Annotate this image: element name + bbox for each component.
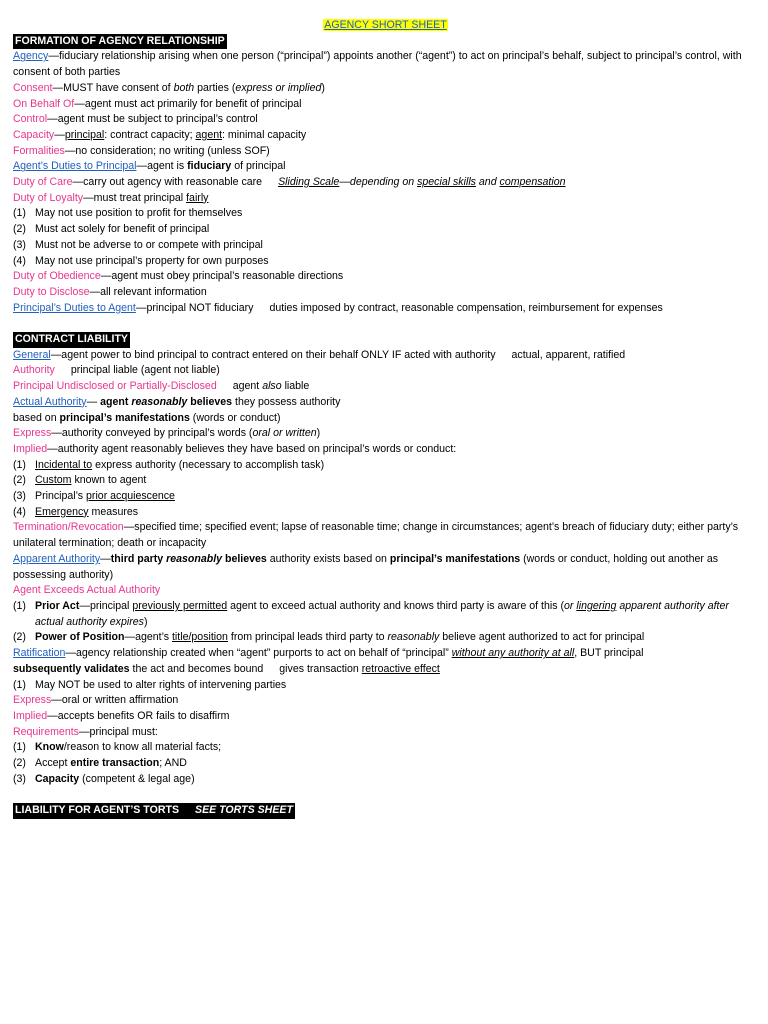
actual2-a: based on	[13, 411, 60, 424]
list-num: (1)	[13, 207, 26, 220]
termination-line	[13, 520, 758, 551]
prior-act-e: or	[563, 600, 577, 612]
position-item	[13, 630, 758, 646]
list-text: Must not be adverse to or compete with principal	[35, 238, 263, 251]
consent-a: —MUST have consent of	[52, 81, 174, 94]
duty-of-care-line	[13, 175, 758, 191]
torts-see: SEE TORTS SHEET	[195, 804, 293, 817]
actual-a: —	[86, 395, 101, 408]
duty-care-c: —depending on	[339, 176, 418, 189]
apparent-authority-line	[13, 552, 758, 583]
actual-d: believes	[187, 395, 233, 408]
requirements-term: Requirements	[13, 725, 79, 738]
duty-loyalty-b: fairly	[186, 191, 209, 204]
ratification-f: gives transaction	[279, 662, 362, 675]
list-item	[13, 756, 758, 772]
list-item	[13, 678, 758, 694]
dtp-a: —agent is	[136, 160, 188, 173]
dtp-c: of principal	[231, 160, 286, 173]
r-implied-text: —accepts benefits OR fails to disaffirm	[47, 709, 230, 722]
express-a: —authority conveyed by principal’s words (	[51, 427, 253, 440]
express-b: oral or written	[252, 427, 317, 440]
list-num: (3)	[13, 490, 26, 503]
consent-d: express or implied	[235, 81, 322, 94]
ratification-c: , BUT principal	[574, 647, 644, 660]
list-num: (2)	[13, 757, 26, 770]
position-c: title/position	[171, 631, 228, 644]
list-item	[13, 740, 758, 756]
authority-term: Authority	[13, 364, 55, 377]
principal-duties-b: duties imposed by contract, reasonable compensation, reimbursement for expenses	[269, 301, 663, 314]
control-term: Control	[13, 113, 48, 126]
consent-b: both	[173, 81, 195, 94]
undisclosed-b: also	[262, 380, 282, 393]
list-rest: /reason to know all material facts;	[63, 741, 222, 754]
dtp-b: fiduciary	[187, 160, 232, 173]
express-c: )	[316, 427, 321, 440]
r-implied-term: Implied	[13, 709, 48, 722]
capacity-b: principal	[64, 128, 105, 141]
list-bold: entire transaction	[70, 757, 160, 770]
apparent-a: —	[100, 552, 111, 565]
contract-heading: CONTRACT LIABILITY	[13, 332, 130, 348]
implied-line	[13, 442, 758, 458]
list-underlined: Custom	[35, 474, 72, 487]
document-page	[13, 18, 758, 819]
position-b: —agent’s	[124, 631, 172, 644]
list-num: (2)	[13, 474, 26, 487]
list-item	[13, 772, 758, 788]
capacity-line	[13, 128, 758, 144]
list-num: (1)	[13, 600, 26, 612]
apparent-b: third party	[110, 552, 167, 565]
r-express-line	[13, 693, 758, 709]
duty-care-term: Duty of Care	[13, 176, 73, 189]
capacity-c: : contract capacity;	[104, 128, 196, 141]
general-line	[13, 348, 758, 364]
duty-loyalty-term: Duty of Loyalty	[13, 191, 84, 204]
r-express-text: —oral or written affirmation	[51, 694, 179, 707]
agency-definition	[13, 49, 758, 80]
list-item	[13, 254, 758, 270]
duties-to-principal-term: Agent’s Duties to Principal	[13, 160, 137, 173]
list-text: May NOT be used to alter rights of intervening parties	[35, 678, 287, 691]
general-term: General	[13, 348, 51, 361]
list-item	[13, 489, 758, 505]
formalities-text: —no consideration; no writing (unless SOF)	[64, 144, 270, 157]
duties-to-principal-line	[13, 159, 758, 175]
duty-care-f: compensation	[499, 176, 566, 189]
prior-act-d: agent to exceed actual authority and knows third party is aware of this (	[227, 600, 564, 612]
list-text: May not use position to profit for themselves	[35, 207, 243, 220]
apparent-f: principal’s manifestations	[389, 552, 521, 565]
actual2-c: (words or conduct)	[189, 411, 281, 424]
duty-obedience-term: Duty of Obedience	[13, 270, 101, 283]
list-num: (4)	[13, 505, 26, 518]
duty-disclose-text: —all relevant information	[89, 285, 207, 298]
list-num: (2)	[13, 631, 26, 644]
principal-duties-line	[13, 301, 758, 317]
requirements-line	[13, 725, 758, 741]
control-text: —agent must be subject to principal’s control	[47, 113, 258, 126]
termination-text: —specified time; specified event; lapse of reasonable time; change in circumstances; agent’s breach of fiduciary duty; either party’s unilateral termination; death or incapacity	[13, 521, 739, 550]
r-express-term: Express	[13, 694, 52, 707]
list-rest: known to agent	[71, 474, 147, 487]
list-num: (3)	[13, 772, 26, 785]
duty-loyalty-a: —must treat principal	[83, 191, 187, 204]
actual-authority-line-2	[13, 411, 758, 427]
ratification-a: —agency relationship created when “agent” purports to act on behalf of “principal”	[65, 647, 452, 660]
list-underlined: Emergency	[35, 505, 89, 518]
list-item	[13, 473, 758, 489]
r-implied-line	[13, 709, 758, 725]
behalf-line	[13, 97, 758, 113]
actual-e: they possess authority	[232, 395, 341, 408]
control-line	[13, 112, 758, 128]
list-text: May not use principal’s property for own purposes	[35, 254, 269, 267]
ratification-d: subsequently validates	[13, 662, 130, 675]
list-pre: Accept	[35, 757, 71, 770]
termination-term: Termination/Revocation	[13, 521, 124, 534]
prior-act-g: apparent authority after actual authority expires	[35, 600, 729, 628]
list-item	[13, 505, 758, 521]
ratification-g: retroactive effect	[361, 662, 440, 675]
list-underlined: Incidental to	[35, 458, 93, 471]
capacity-a: —	[54, 128, 65, 141]
list-bold: Capacity	[35, 772, 80, 785]
apparent-c: reasonably	[166, 552, 223, 565]
position-a: Power of Position	[35, 631, 125, 644]
capacity-d: agent	[195, 128, 223, 141]
page-title: AGENCY SHORT SHEET	[324, 19, 447, 31]
prior-act-c: previously permitted	[132, 600, 228, 612]
general-b: actual, apparent, ratified	[511, 348, 626, 361]
prior-act-f: lingering	[576, 600, 617, 612]
list-item	[13, 222, 758, 238]
list-num: (1)	[13, 741, 26, 754]
exceeds-line	[13, 583, 758, 599]
implied-term: Implied	[13, 442, 48, 455]
list-item	[13, 206, 758, 222]
consent-term: Consent	[13, 81, 53, 94]
actual2-b: principal’s manifestations	[59, 411, 190, 424]
apparent-g: (words or conduct, holding out another as possessing authority)	[13, 552, 719, 581]
list-item	[13, 238, 758, 254]
apparent-term: Apparent Authority	[13, 552, 101, 565]
ratification-line-2	[13, 662, 758, 678]
actual-b: agent	[100, 395, 132, 408]
list-rest: measures	[88, 505, 139, 518]
list-rest: express authority (necessary to accomplish task)	[92, 458, 325, 471]
ratification-e: the act and becomes bound	[129, 662, 264, 675]
requirements-text: —principal must:	[78, 725, 158, 738]
agency-text: —fiduciary relationship arising when one person (“principal”) appoints another (“agent”) to act on principal’s behalf, subject to principal’s control, with consent of both parties	[13, 50, 742, 79]
torts-heading-text: LIABILITY FOR AGENT’S TORTS	[15, 804, 180, 817]
duty-care-e: and	[475, 176, 500, 189]
agency-term: Agency	[13, 50, 49, 63]
list-num: (3)	[13, 238, 26, 251]
list-num: (2)	[13, 223, 26, 236]
prior-act-h: )	[143, 615, 148, 628]
list-num: (4)	[13, 254, 26, 267]
position-e: reasonably	[387, 631, 440, 644]
consent-line	[13, 81, 758, 97]
duty-of-obedience-line	[13, 269, 758, 285]
position-f: believe agent authorized to act for principal	[439, 631, 645, 644]
actual-c: reasonably	[131, 395, 188, 408]
authority-text: principal liable (agent not liable)	[70, 364, 220, 377]
consent-c: parties (	[194, 81, 236, 94]
formalities-term: Formalities	[13, 144, 65, 157]
ratification-b: without any authority at all	[451, 647, 575, 660]
duty-of-loyalty-line	[13, 191, 758, 207]
authority-line	[13, 363, 758, 379]
list-num: (1)	[13, 458, 26, 471]
ratification-line	[13, 646, 758, 662]
undisclosed-line	[13, 379, 758, 395]
duty-care-a: —carry out agency with reasonable care	[72, 176, 263, 189]
consent-e: )	[321, 81, 325, 94]
capacity-term: Capacity	[13, 128, 55, 141]
list-item	[13, 458, 758, 474]
list-text: Must act solely for benefit of principal	[35, 223, 210, 236]
duty-care-b: Sliding Scale	[278, 176, 340, 189]
exceeds-term: Agent Exceeds Actual Authority	[13, 584, 161, 597]
ratification-term: Ratification	[13, 647, 66, 660]
formalities-line	[13, 144, 758, 160]
capacity-e: : minimal capacity	[222, 128, 307, 141]
express-term: Express	[13, 427, 52, 440]
list-rest: (competent & legal age)	[79, 772, 195, 785]
undisclosed-a: agent	[232, 380, 263, 393]
express-line	[13, 426, 758, 442]
position-d: from principal leads third party to	[227, 631, 388, 644]
list-underlined: prior acquiescence	[86, 490, 175, 503]
torts-heading	[13, 803, 295, 819]
undisclosed-c: liable	[281, 380, 310, 393]
prior-act-a: Prior Act	[35, 600, 80, 612]
apparent-e: authority exists based on	[266, 552, 390, 565]
list-bold: Know	[35, 741, 64, 754]
formation-heading: FORMATION OF AGENCY RELATIONSHIP	[13, 34, 227, 50]
apparent-d: believes	[222, 552, 267, 565]
implied-text: —authority agent reasonably believes they have based on principal’s words or conduct:	[47, 442, 457, 455]
list-num: (1)	[13, 678, 26, 691]
duty-to-disclose-line	[13, 285, 758, 301]
actual-authority-line	[13, 395, 758, 411]
list-rest: ; AND	[159, 757, 187, 770]
title-row	[13, 18, 758, 34]
behalf-term: On Behalf Of	[13, 97, 75, 110]
principal-duties-term: Principal’s Duties to Agent	[13, 301, 136, 314]
behalf-text: —agent must act primarily for benefit of principal	[74, 97, 302, 110]
list-pre: Principal’s	[35, 490, 87, 503]
duty-disclose-term: Duty to Disclose	[13, 285, 90, 298]
actual-term: Actual Authority	[13, 395, 87, 408]
undisclosed-term: Principal Undisclosed or Partially-Disclosed	[13, 380, 217, 393]
general-a: —agent power to bind principal to contract entered on their behalf ONLY IF acted with authority	[50, 348, 496, 361]
principal-duties-a: —principal NOT fiduciary	[135, 301, 254, 314]
prior-act-b: —principal	[79, 600, 133, 612]
duty-obedience-text: —agent must obey principal’s reasonable directions	[100, 270, 344, 283]
duty-care-d: special skills	[417, 176, 476, 189]
prior-act-item	[13, 599, 758, 630]
